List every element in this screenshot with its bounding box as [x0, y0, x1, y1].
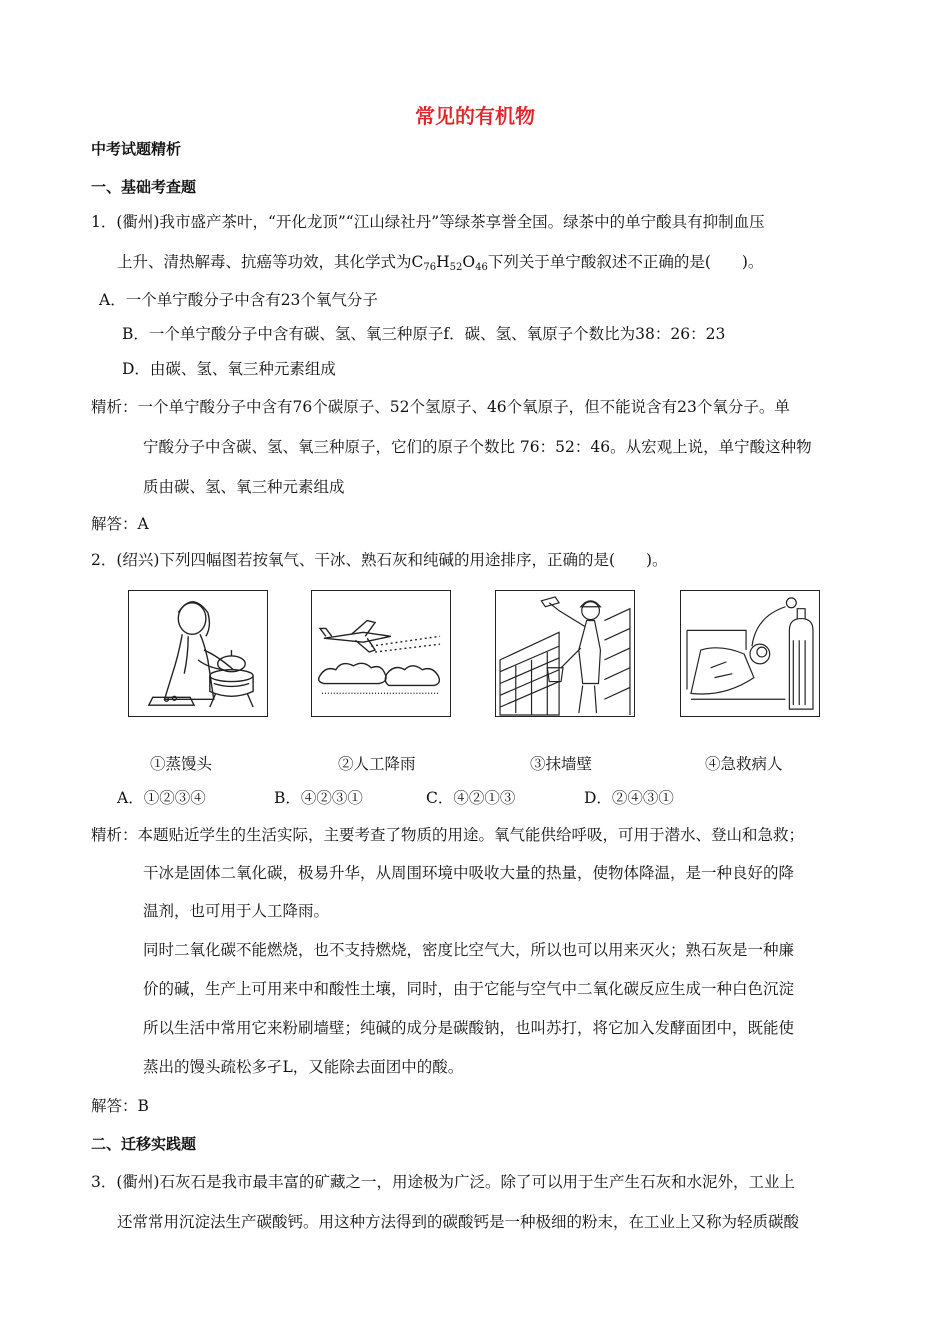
q1-option-a: A．一个单宁酸分子中含有23个氧气分子	[99, 291, 378, 309]
q1-stem-line2: 上升、清热解毒、抗癌等功效，其化学式为$C_{76}H_{52}O_{46}$下列关于单宁酸叙述不正确的是( )。	[117, 253, 764, 273]
formula-carbon-count: 76	[423, 262, 437, 273]
section-heading-basic: 一、基础考查题	[91, 178, 197, 196]
illustration-emergency-patient	[680, 590, 820, 717]
q3-stem-line2: 还常常用沉淀法生产碳酸钙。用这种方法得到的碳酸钙是一种极细的粉末，在工业上又称为轻质碳酸	[117, 1213, 800, 1231]
illustration-plastering-wall	[495, 590, 635, 717]
q2-analysis-line1: 精析：本题贴近学生的生活实际，主要考查了物质的用途。氧气能供给呼吸，可用于潜水、登山和急救；	[91, 826, 805, 844]
q2-analysis-line5: 价的碱，生产上可用来中和酸性土壤，同时，由于它能与空气中二氧化碳反应生成一种白色沉淀	[143, 980, 795, 998]
illustration-artificial-rain	[311, 590, 451, 717]
q1-answer: 解答：A	[91, 515, 149, 533]
q2-answer: 解答：B	[91, 1097, 149, 1115]
q2-analysis-line2: 干冰是固体二氧化碳，极易升华，从周围环境中吸收大量的热量，使物体降温，是一种良好的降	[143, 864, 795, 882]
q2-stem: 2．(绍兴)下列四幅图若按氧气、干冰、熟石灰和纯碱的用途排序，正确的是( )。	[91, 551, 668, 569]
q2-illustrations	[0, 590, 950, 720]
patient-oxygen-icon	[681, 591, 819, 716]
q2-option-a: A．①②③④	[117, 789, 206, 807]
q1-stem-line1: 1．(衢州)我市盛产茶叶，“开化龙顶”“江山绿社丹”等绿茶享誉全国。绿茶中的单宁酸具有抑制血压	[91, 213, 765, 231]
q2-option-c: C．④②①③	[426, 789, 516, 807]
q2-option-d: D．②④③①	[584, 789, 674, 807]
q1-option-d: D．由碳、氢、氧三种元素组成	[122, 360, 336, 378]
q1-analysis-line1: 精析：一个单宁酸分子中含有76个碳原子、52个氢原子、46个氧原子，但不能说含有23个氧分子。单	[91, 398, 790, 416]
airplane-cloud-icon	[312, 591, 450, 716]
caption-plastering-wall: ③抹墙壁	[530, 755, 593, 773]
worker-wall-icon	[496, 591, 634, 716]
formula-oxygen-count: 46	[475, 262, 488, 273]
q2-option-b: B．④②③①	[274, 789, 363, 807]
q2-analysis-line4: 同时二氧化碳不能燃烧，也不支持燃烧，密度比空气大，所以也可以用来灭火；熟石灰是一种廉	[143, 941, 795, 959]
caption-artificial-rain: ②人工降雨	[338, 755, 416, 773]
woman-steaming-icon	[129, 591, 267, 716]
section-heading-transfer: 二、迁移实践题	[91, 1135, 197, 1153]
formula-hydrogen-count: 52	[449, 262, 463, 273]
q3-stem-line1: 3．(衢州)石灰石是我市最丰富的矿藏之一，用途极为广泛。除了可以用于生产生石灰和水泥外，工业上	[91, 1173, 795, 1191]
page-title: 常见的有机物	[415, 104, 535, 128]
q2-analysis-line7: 蒸出的馒头疏松多孑L，又能除去面团中的酸。	[143, 1058, 464, 1076]
q1-option-bc: B．一个单宁酸分子中含有碳、氢、氧三种原子f．碳、氢、氧原子个数比为38：26：23	[122, 325, 726, 343]
caption-steaming-buns: ①蒸馒头	[150, 755, 213, 773]
caption-emergency-patient: ④急救病人	[705, 755, 783, 773]
q2-analysis-line6: 所以生活中常用它来粉刷墙壁；纯碱的成分是碳酸钠，也叫苏打，将它加入发酵面团中，既能使	[143, 1019, 795, 1037]
section-heading-main: 中考试题精析	[91, 140, 182, 158]
q1-analysis-line3: 质由碳、氢、氧三种元素组成	[143, 478, 345, 496]
illustration-steaming-buns	[128, 590, 268, 717]
q1-analysis-line2: 宁酸分子中含碳、氢、氧三种原子，它们的原子个数比 76：52：46。从宏观上说，单宁酸这种物	[143, 438, 812, 456]
q2-analysis-line3: 温剂，也可用于人工降雨。	[143, 902, 330, 920]
